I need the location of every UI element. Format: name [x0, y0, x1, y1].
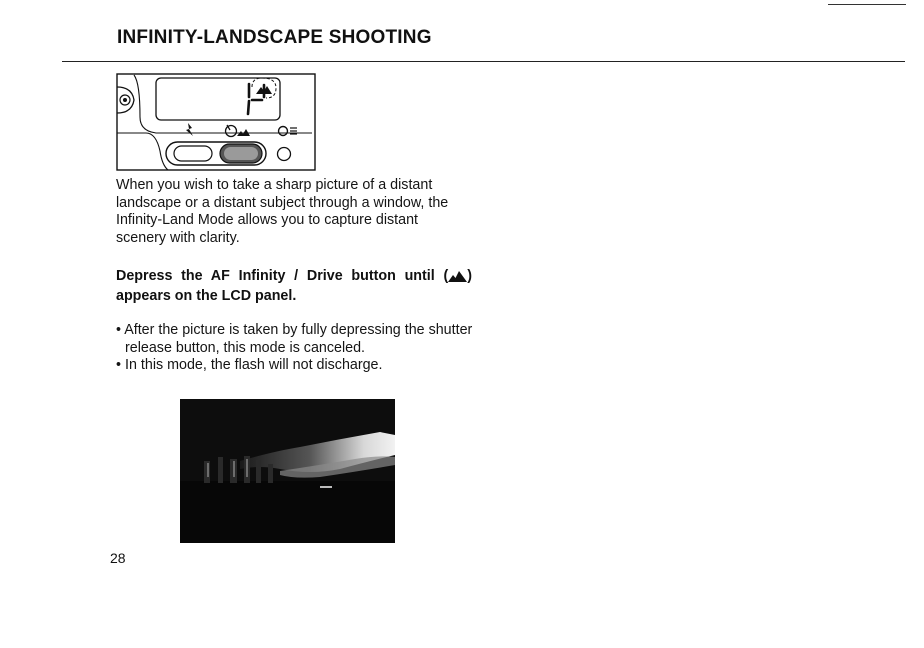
note-text: In this mode, the flash will not discharge. — [125, 357, 383, 373]
note-text: After the picture is taken by fully depressing the shutter release button, this mode is canceled. — [124, 322, 473, 356]
page-number: 28 — [110, 550, 126, 566]
mountain-infinity-icon — [448, 269, 467, 287]
list-item — [116, 357, 476, 375]
notes-list — [116, 322, 476, 375]
landscape-photo — [180, 399, 395, 543]
bullet-icon: • — [116, 322, 122, 338]
list-item — [116, 322, 476, 357]
title-divider — [62, 61, 905, 62]
instruction-text-end: ) appears on the LCD panel. — [116, 268, 472, 304]
af-infinity-drive-button — [166, 142, 266, 165]
page-title: INFINITY-LANDSCAPE SHOOTING — [117, 27, 432, 48]
instruction-text — [116, 267, 472, 305]
camera-lcd-panel-illustration — [116, 73, 316, 171]
bullet-icon: • — [116, 357, 122, 373]
header-corner-rule — [828, 4, 906, 5]
intro-paragraph: When you wish to take a sharp picture of a distant landscape or a distant subject through a window, the Infinity-Land Mode allows you to capture distant scenery with clarity. — [116, 177, 449, 246]
round-button — [278, 148, 291, 161]
instruction-text-start: Depress the AF Infinity / Drive button until ( — [116, 268, 449, 284]
